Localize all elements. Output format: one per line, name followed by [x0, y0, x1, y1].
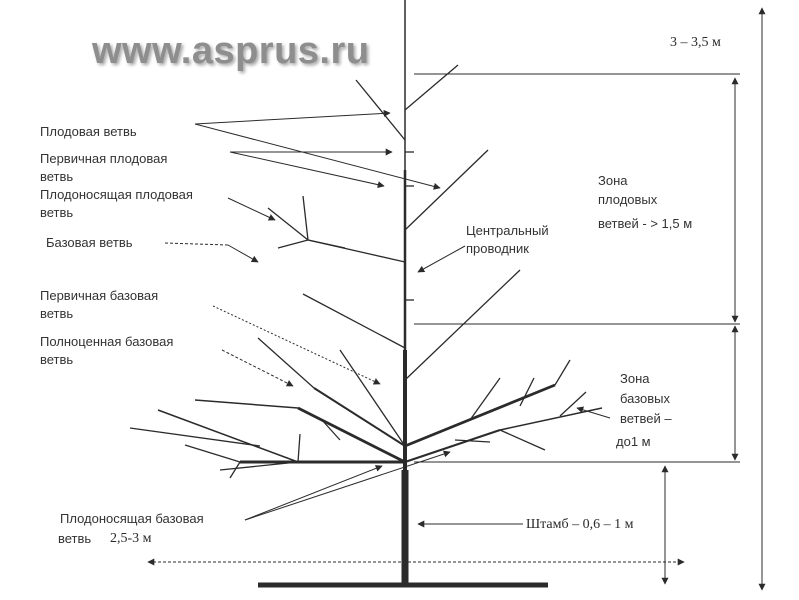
label-primary-fruit-branch-line2: ветвь [40, 169, 74, 184]
label-fruit-zone-line1: Зона [598, 173, 628, 188]
label-base-zone-line4: до1 м [616, 434, 651, 449]
label-primary-fruit-branch-line1: Первичная плодовая [40, 151, 168, 166]
label-total-height: 3 – 3,5 м [670, 35, 721, 50]
label-bearing-base-branch-line2: ветвь [58, 531, 92, 546]
label-bearing-base-branch-line1: Плодоносящая базовая [60, 511, 204, 526]
label-full-base-branch-line2: ветвь [40, 352, 74, 367]
label-crown-width: 2,5-3 м [110, 531, 152, 546]
label-full-base-branch-line1: Полноценная базовая [40, 334, 174, 349]
label-primary-base-branch-line1: Первичная базовая [40, 288, 159, 303]
label-base-zone-line2: базовых [620, 391, 671, 406]
label-fruit-zone-line3: ветвей - > 1,5 м [598, 216, 693, 231]
dimension-lines [148, 8, 762, 590]
label-base-zone-line1: Зона [620, 371, 650, 386]
label-central-leader-line1: Центральный [466, 223, 549, 238]
label-trunk: Штамб – 0,6 – 1 м [526, 517, 634, 532]
label-bearing-fruit-branch-line2: ветвь [40, 205, 74, 220]
watermark: www.asprus.ru [92, 30, 370, 72]
label-primary-base-branch-line2: ветвь [40, 306, 74, 321]
label-fruit-branch: Плодовая ветвь [40, 124, 137, 139]
label-base-branch: Базовая ветвь [46, 235, 133, 250]
label-base-zone-line3: ветвей – [620, 411, 672, 426]
label-bearing-fruit-branch-line1: Плодоносящая плодовая [40, 187, 193, 202]
label-central-leader-line2: проводник [466, 241, 529, 256]
base-zone-branches [130, 338, 602, 478]
label-fruit-zone-line2: плодовых [598, 192, 658, 207]
